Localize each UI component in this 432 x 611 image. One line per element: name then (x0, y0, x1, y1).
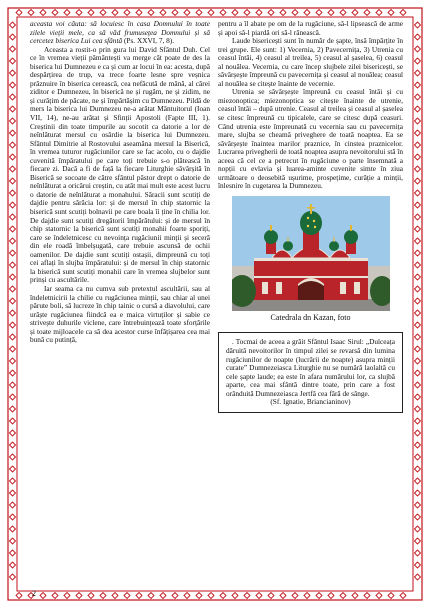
quote-italic: aceasta voi căuta: să locuiesc în casa Domnului în toate zilele vieții mele, ca să văd frumusețea Domnului și să cercetez biserica Lui cea sfântă (30, 19, 210, 46)
paragraph: Aceasta a rostit-o prin gura lui David Sfântul Duh. Cel ce în vremea vieții pământești va merge cât poate de des la biserica lui Dumnezeu e ca și cum ar locui în ea: acesta, după despărțirea de trup, va trece foarte lesne spre veșnica prăznuire în biserica cerească, cea nefăcută de mână, al cărei ziditor e Dumnezeu, în biserică ne și rugăm, ne și zidim, ne și curățim de păcate, ne și împărtășim cu Dumnezeu. Pildă de mers la biserica lui Dumnezeu ne-a arătat Mântuitorul (Ioan VII, 14), ne-au arătat și Sfinții Apostoli (Fapte III, 1). Creștinii din toate timpurile au socotit ca datorie a lor de neînlăturat mersul cu osârdie la biserica lui Dumnezeu. Sfântul Dimitrie al Rostovului aseamăna mersul la Biserică, în vremea tuturor rugăciunilor care se fac acolo, cu o dajdie cuvenită împăratului pe care toți trebuie s-o plătească în fiecare zi. Dacă a fi de față la fiecare Liturghie săvârșită în Biserică se socoate de către sfântul păstor drept o datorie de neînlăturat a oricărui creștin, cu atât mai mult este acest lucru o datorie de neînlăturat a monahului. Săracii sunt scutiți de dajdie pentru sărăcia lor: și de mersul în chip statornic la biserică sunt scutiți bolnavii pe care boala îi ține în chilia lor. De dajdie sunt scutiți dregătorii împărătului: și de mersul în chip statornic la biserică sunt scutiți monahii foarte sporiți, care se îndeletnicesc cu nevoința rugăciunii minții și seceră din ele roadă îmbelșugată, care trebuie ascunsă de ochii oamenilor. De dajdie sunt scutiți ostașii, dimpreună cu toți cei aflați în slujba împăratului: și de mersul în chip statornic la biserică sunt scutiți monahii care în vremea slujbelor sunt prinși cu ascultările. (30, 44, 210, 285)
right-column (218, 20, 403, 413)
paragraph: pentru a îl abate pe om de la rugăciune, să-l lipsească de arme și apoi să-l piardă ori să-l rănească. (218, 19, 403, 37)
paragraph: Iar seama ca nu cumva sub pretextul ascultării, sau al îndeletnicirii la chilie cu rugăciunea minții, sau chiar al unei părute boli, să lucreze în chip tainic o cursă a diavolului, care urăște rugăciunea fiindcă ea e maica virtuților și sabie ce strivește duhurile viclene, care întrebuințează toate sforțările și toate mijloacele ca să dea acestor curse înfățișarea cea mai bună cu putință, (30, 283, 210, 345)
page-content (30, 20, 403, 580)
cathedral-image-icon (232, 196, 390, 311)
page-number: 2 (32, 589, 36, 598)
quote-box (218, 332, 403, 412)
paragraph: Laude bisericești sunt în număr de șapte, însă împărțite în trei grupe. Ele sunt: 1) Vecernia, 2) Pavecernița, 3) Utrenia cu ceasul întâi, 4) ceasul al treilea, 5) ceasul al șaselea, 6) ceasul al nouălea. Vecernia, cu care încep slujbele zilei bisericești, se săvârșește împreună cu pavecernița și ceasul al nouălea; ceasul al nouălea se citește înainte de vecernie. (218, 36, 403, 88)
quote-box-text: . Tocmai de aceea a grăit Sfântul Isaac Sirul: „Dulceața dăruită nevoitorilor în timpul zilei se revarsă din lumina rugăciunilor de noapte (lucrării de noapte) asupra minții curate” Dumnezeiasca Liturghie nu se numără laolaltă cu cele șapte laude; ea este în afara numărului lor, ca slujbă aparte, cea mai sfântă dintre toate, prin care a fost orânduită Dumnezeiasca Jertfă cea fără de sânge. (226, 337, 395, 398)
quote-ref: (Ps. XXVI, 7, 8). (122, 36, 175, 46)
photo-caption: Catedrala dn Kazan, foto (270, 312, 351, 322)
cathedral-photo (232, 196, 390, 311)
opening-quote (30, 20, 210, 46)
paragraph: Utrenia se săvârșește împreună cu ceasul întâi și cu miezonoptica; miezonoptica se citește înainte de utrenie, ceasul întâi – după utrenie. Ceasul al treilea și ceasul al șaselea se citesc împreună cu tipicalele, care se citesc după ceasuri. Când utrenia este împreunată cu vecernia sau cu pavecernița mare, slujba se cheamă priveghere de toată noaptea. Ea se săvârșește înaintea marilor praznice, în cinstea praznicelor. Lucrarea privegherii de toată noaptea asupra nevoitorului stă în aceea că cel ce a petrecut în rugăciune o parte însemnată a nopții cu evlavia și luarea-aminte cuvenite simte în ziua următoare o deosebită ușurime, prospețime, curăție a minții, înlesnire în cugetarea la Dumnezeu. (218, 87, 403, 191)
quote-attribution: (Sf. Ignatie, Briancianinov) (270, 397, 351, 407)
left-column (30, 20, 210, 345)
